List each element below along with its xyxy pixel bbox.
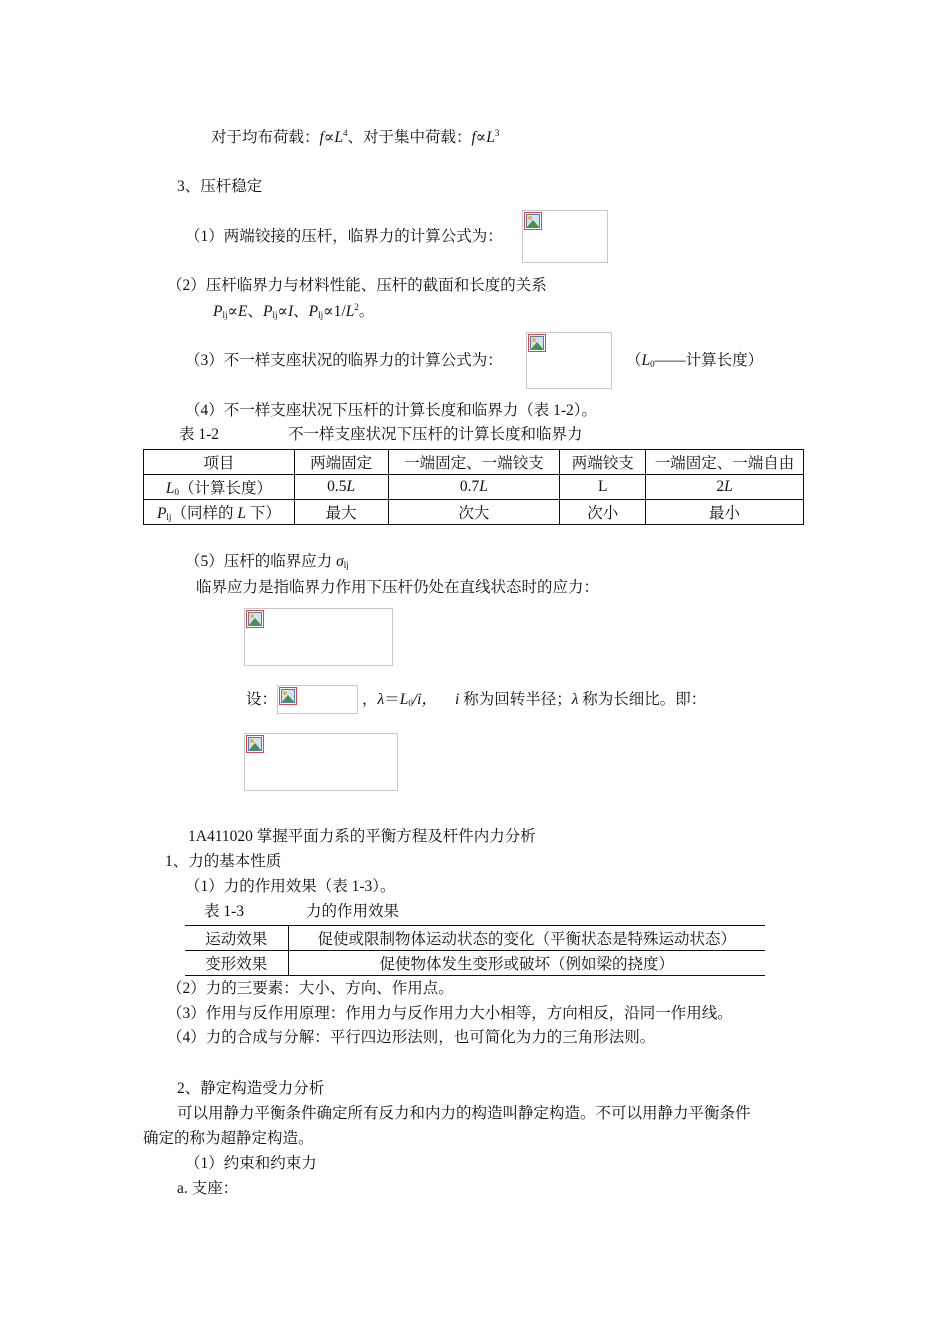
var-L: L xyxy=(486,129,495,146)
lambda-description: 称为长细比。即： xyxy=(578,691,707,708)
i-description: 称为回转半径； xyxy=(459,691,572,708)
subscript: lj xyxy=(272,310,278,320)
var-L: L xyxy=(345,303,355,320)
formula-image-critical-stress xyxy=(244,608,393,666)
prop-symbol: ∝ xyxy=(277,303,288,320)
var-P: P xyxy=(156,505,167,522)
period: 。 xyxy=(358,303,375,320)
table-cell: 最小 xyxy=(646,500,804,525)
var-lambda: λ xyxy=(377,691,385,708)
exponent: 4 xyxy=(342,128,348,138)
force-item-3: （3）作用与反作用原理：作用力与反作用力大小相等，方向相反，沿同一作用线。 xyxy=(167,1005,733,1022)
formula-image-slenderness xyxy=(244,733,398,791)
label-end: 下） xyxy=(245,505,281,522)
label-rest: （同样的 xyxy=(171,505,238,522)
var-i: i xyxy=(455,691,460,708)
inverse: 1/ xyxy=(333,303,346,320)
table-cell: 促使物体发生变形或破坏（例如梁的挠度） xyxy=(288,951,765,976)
table-header-row xyxy=(144,450,804,475)
var-sigma: σ xyxy=(336,553,344,570)
critical-force-relation xyxy=(213,302,374,322)
var-L: L xyxy=(165,480,175,497)
table-1-3-caption-title: 力的作用效果 xyxy=(306,903,400,920)
var-L: L xyxy=(399,691,409,708)
table-row-label: 运动效果 xyxy=(185,926,288,951)
slash-i: /i， xyxy=(412,691,437,708)
var-f: f xyxy=(471,129,476,146)
table-row-label xyxy=(144,500,295,525)
var-P: P xyxy=(308,303,319,320)
var-L: L xyxy=(334,129,343,146)
table-header-cell: 两端固定 xyxy=(294,450,388,475)
force-item-4: （4）力的合成与分解：平行四边形法则，也可简化为力的三角形法则。 xyxy=(167,1029,656,1046)
table-header-cell: 一端固定、一端铰支 xyxy=(388,450,560,475)
table-1-2 xyxy=(143,449,804,525)
table-cell: L xyxy=(560,475,646,500)
broken-image-icon xyxy=(528,334,546,352)
slenderness-definition xyxy=(362,691,437,710)
broken-image-icon xyxy=(279,687,297,705)
subscript: lj xyxy=(318,310,324,320)
var-P: P xyxy=(262,303,273,320)
subscript: lj xyxy=(343,560,349,570)
table-row-label: 变形效果 xyxy=(185,951,288,976)
separator: 、 xyxy=(247,303,263,320)
table-row xyxy=(144,500,804,525)
label-rest: （计算长度） xyxy=(178,480,272,497)
table-row xyxy=(144,475,804,500)
prop-symbol: ∝ xyxy=(323,129,335,146)
force-item-1: （1）力的作用效果（表 1-3）。 xyxy=(185,878,396,895)
item-1-text: （1）两端铰接的压杆，临界力的计算公式为： xyxy=(185,228,503,245)
var-L: L xyxy=(237,505,246,522)
static-structure-line-2: 确定的称为超静定构造。 xyxy=(143,1130,314,1147)
var-I: I xyxy=(287,303,294,320)
table-cell: 最大 xyxy=(294,500,388,525)
table-1-3-caption-no: 表 1-3 xyxy=(204,903,245,920)
force-item-2: （2）力的三要素：大小、方向、作用点。 xyxy=(167,980,454,997)
table-cell: 次小 xyxy=(560,500,646,525)
formula-image-support-critical-force xyxy=(526,332,612,389)
table-cell xyxy=(388,475,560,500)
table-1-2-caption-no: 表 1-2 xyxy=(179,426,220,443)
paragraph-static-structure: 2、静定构造受力分析 xyxy=(177,1080,325,1097)
constraint-item-1a: a. 支座： xyxy=(177,1180,239,1197)
cell-value: 0.5 xyxy=(327,478,347,495)
prop-symbol: ∝ xyxy=(475,129,487,146)
constraint-item-1: （1）约束和约束力 xyxy=(185,1155,317,1172)
var-L: L xyxy=(641,352,651,369)
formula-image-radius xyxy=(277,685,358,714)
paragraph-force-properties: 1、力的基本性质 xyxy=(165,853,282,870)
prop-symbol: ∝ xyxy=(323,303,334,320)
subscript: 0 xyxy=(408,698,413,708)
var-E: E xyxy=(237,303,248,320)
table-1-3 xyxy=(185,925,765,976)
subscript: 0 xyxy=(650,359,655,369)
exponent: 2 xyxy=(354,302,359,312)
separator: 、 xyxy=(293,303,309,320)
subscript: lj xyxy=(166,512,172,522)
deflection-mid: 、对于集中荷载： xyxy=(347,129,472,146)
broken-image-icon xyxy=(246,735,264,753)
var-lambda: λ xyxy=(571,691,579,708)
var-f: f xyxy=(319,129,324,146)
equals: ＝ xyxy=(384,691,400,708)
table-header-cell: 项目 xyxy=(144,450,295,475)
table-row xyxy=(185,926,765,951)
comma: ， xyxy=(362,691,378,708)
broken-image-icon xyxy=(246,610,264,628)
var-L: L xyxy=(724,478,733,495)
item-5-label: （5）压杆的临界应力 xyxy=(185,553,337,570)
critical-stress-description: 临界应力是指临界力作用下压杆仍处在直线状态时的应力： xyxy=(196,579,600,596)
formula-image-critical-force xyxy=(522,210,608,263)
note-open: （ xyxy=(626,352,642,369)
deflection-relation-line xyxy=(211,128,499,148)
var-L: L xyxy=(479,478,488,495)
table-1-2-caption-title: 不一样支座状况下压杆的计算长度和临界力 xyxy=(288,426,583,443)
table-header-cell: 两端铰支 xyxy=(560,450,646,475)
subscript: lj xyxy=(222,310,228,320)
note-rest: ——计算长度） xyxy=(654,352,764,369)
table-row xyxy=(185,951,765,976)
subscript: 0 xyxy=(174,487,179,497)
prop-symbol: ∝ xyxy=(227,303,238,320)
item-2-text: （2）压杆临界力与材料性能、压杆的截面和长度的关系 xyxy=(167,277,547,294)
table-cell: 次大 xyxy=(388,500,560,525)
table-cell xyxy=(646,475,804,500)
item-5-text xyxy=(185,553,349,572)
item-3-text: （3）不一样支座状况的临界力的计算公式为： xyxy=(185,352,503,369)
cell-value: 0.7 xyxy=(459,478,480,495)
table-cell: 促使或限制物体运动状态的变化（平衡状态是特殊运动状态） xyxy=(288,926,765,951)
section-heading: 1A411020 掌握平面力系的平衡方程及杆件内力分析 xyxy=(188,828,536,845)
exponent: 3 xyxy=(494,128,500,138)
set-label: 设： xyxy=(246,691,278,708)
static-structure-line-1: 可以用静力平衡条件确定所有反力和内力的构造叫静定构造。不可以用静力平衡条件 xyxy=(177,1105,751,1122)
item-4-text: （4）不一样支座状况下压杆的计算长度和临界力（表 1-2）。 xyxy=(185,402,598,419)
section-3-title: 3、压杆稳定 xyxy=(177,178,263,195)
broken-image-icon xyxy=(524,212,542,230)
table-row-label xyxy=(144,475,295,500)
radius-definition xyxy=(455,691,706,710)
table-header-cell: 一端固定、一端自由 xyxy=(646,450,804,475)
cell-value: 2 xyxy=(716,478,725,495)
table-cell xyxy=(294,475,388,500)
var-P: P xyxy=(213,303,223,320)
deflection-prefix: 对于均布荷载： xyxy=(211,129,320,146)
var-L: L xyxy=(346,478,356,495)
item-3-note xyxy=(626,352,763,371)
